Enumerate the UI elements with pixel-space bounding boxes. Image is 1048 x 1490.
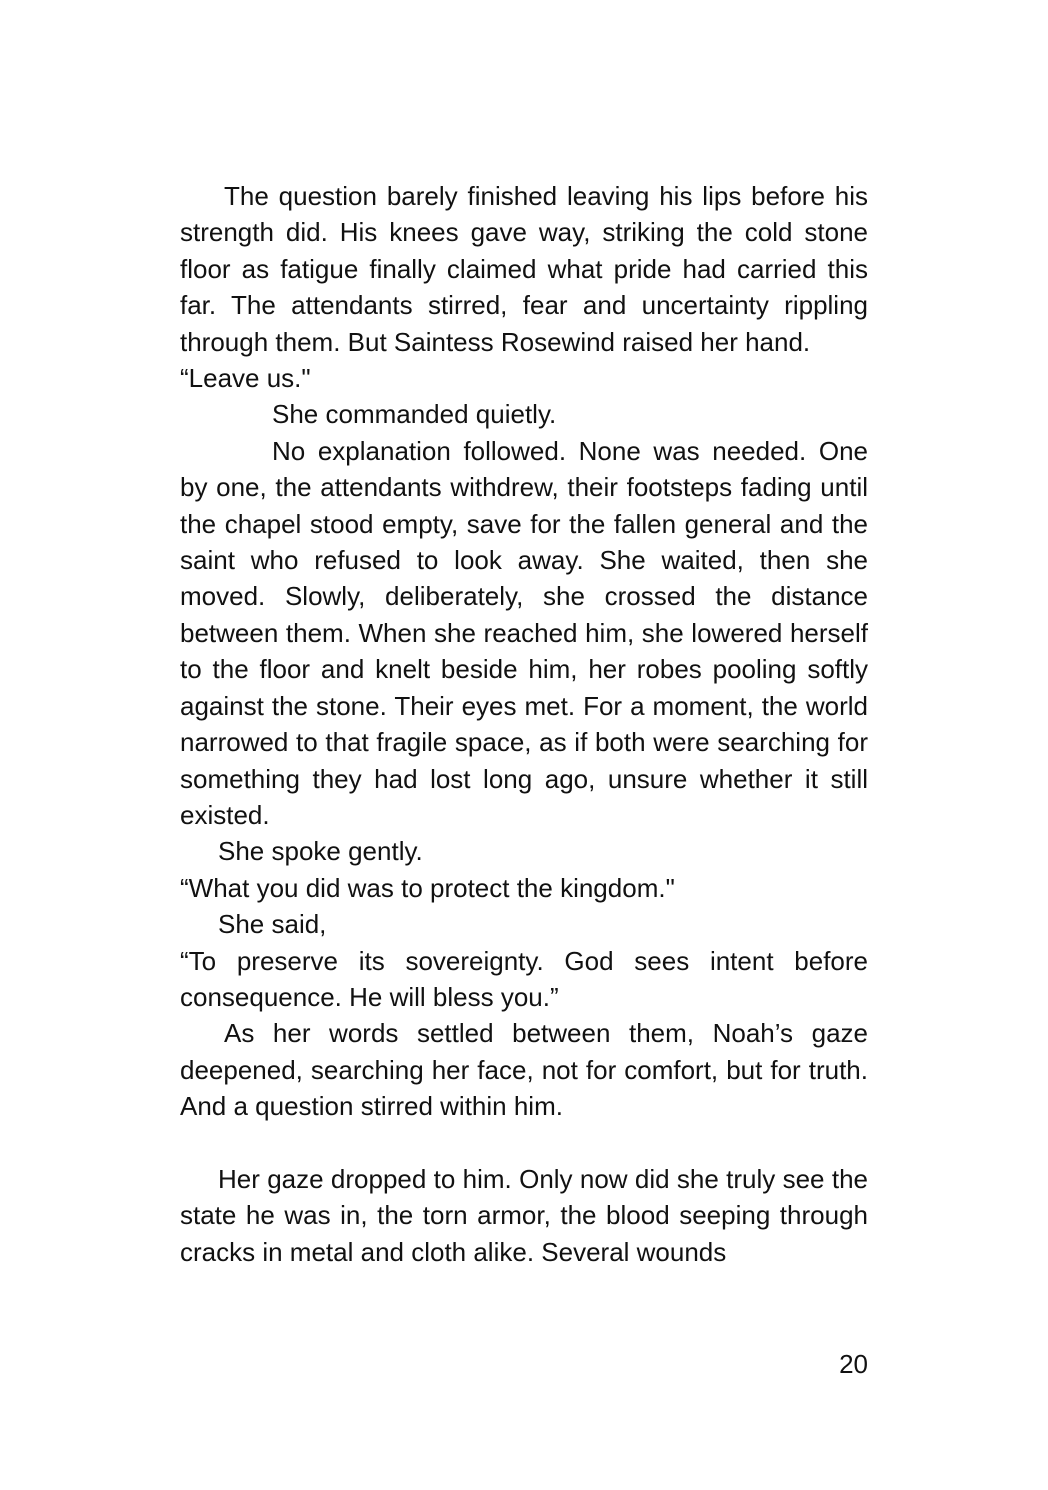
paragraph-commanded: She commanded quietly. [272, 399, 557, 430]
dialogue-preserve-sovereignty: “To preserve its sovereignty. God sees intent before consequence. He will bless you.” [180, 945, 868, 1012]
paragraph-collapse: The question barely finished leaving his lips before his strength did. His knees gave way, striking the cold stone floor as fatigue finally claimed what pride had carried this far. The attendants stirred, fear and uncertainty rippling through them. But Saintess Rosewind raised her hand. [180, 181, 868, 357]
paragraph-attendants-withdraw: No explanation followed. None was needed. One by one, the attendants withdrew, their footsteps fading until the chapel stood empty, save for the fallen general and the saint who refused to look away. She waited, then she moved. Slowly, deliberately, she crossed the distance between them. When she reached him, she lowered herself to the floor and knelt beside him, her robes pooling softly against the stone. Their eyes met. For a moment, the world narrowed to that fragile space, as if both were searching for something they had lost long ago, unsure whether it still existed. [180, 435, 868, 830]
blank-line [180, 1125, 868, 1161]
paragraph-spoke-gently: She spoke gently. [218, 836, 423, 867]
page-body [180, 178, 868, 1270]
dialogue-protect-kingdom: “What you did was to protect the kingdom." [180, 872, 675, 903]
paragraph-noah-gaze: As her words settled between them, Noah’s gaze deepened, searching her face, not for comfort, but for truth. And a question stirred within him. [180, 1018, 868, 1122]
paragraph-she-said: She said, [218, 909, 327, 940]
dialogue-leave-us: “Leave us." [180, 363, 311, 394]
paragraph-gaze-dropped: Her gaze dropped to him. Only now did she truly see the state he was in, the torn armor, the blood seeping through cracks in metal and cloth alike. Several wounds [180, 1163, 868, 1267]
page-number: 20 [839, 1349, 868, 1379]
